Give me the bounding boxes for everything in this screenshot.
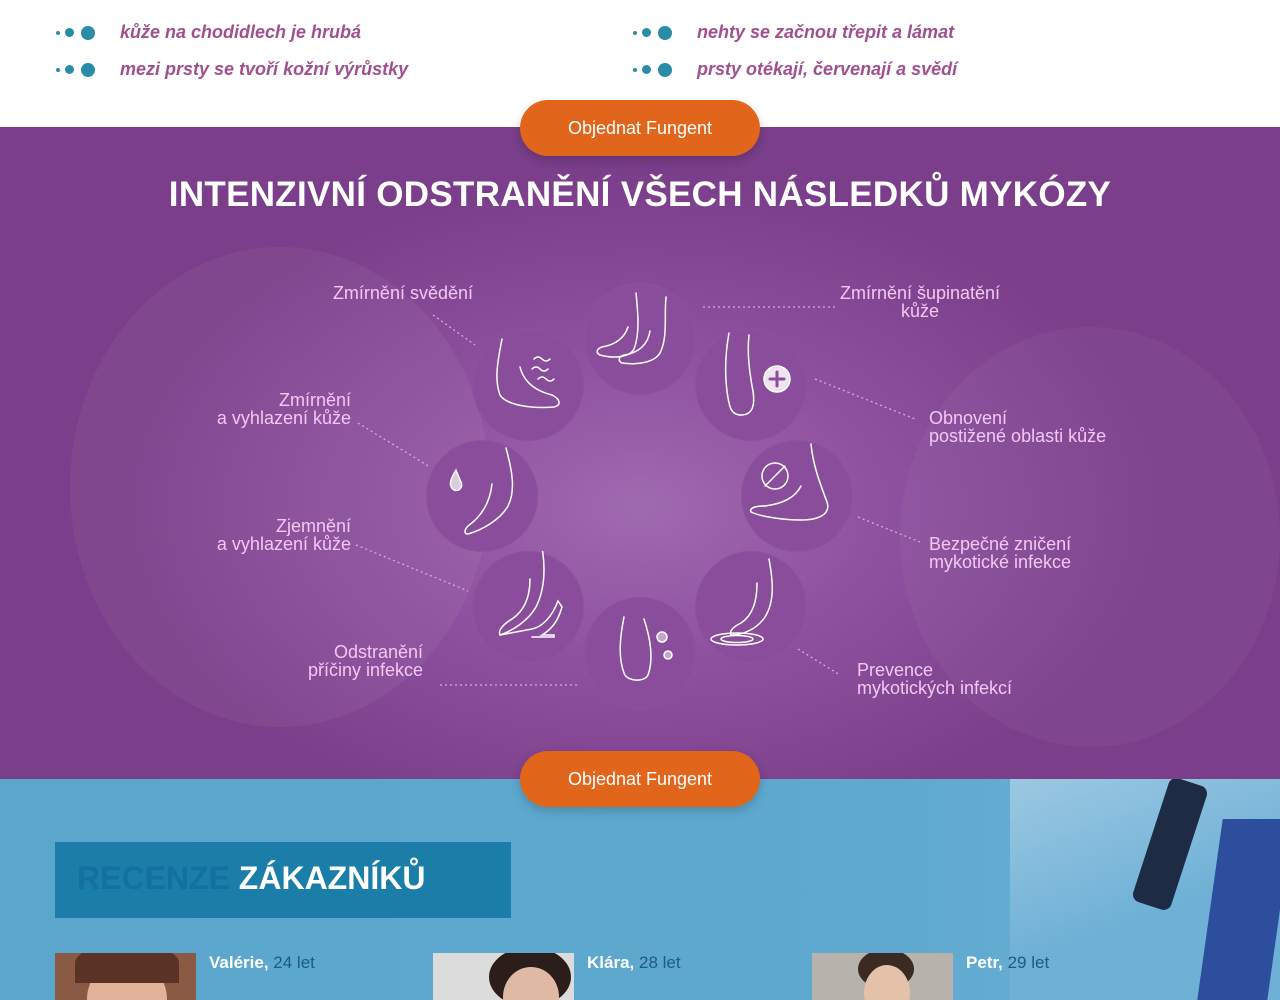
tie-shape xyxy=(1197,819,1280,1000)
benefit-label-restore xyxy=(929,409,1106,445)
order-button-top[interactable]: Objednat Fungent xyxy=(520,100,760,156)
order-button-bottom[interactable]: Objednat Fungent xyxy=(520,751,760,807)
benefit-label-smoothing xyxy=(217,391,351,427)
benefit-label-line: Obnovení xyxy=(929,408,1008,428)
benefit-label-peeling xyxy=(832,284,1008,320)
reviewer-first-name: Klára, xyxy=(587,953,635,972)
benefit-label-line: a vyhlazení kůže xyxy=(216,534,351,554)
drop-foot-icon xyxy=(426,440,538,552)
bullet-dots-icon xyxy=(56,63,120,77)
sole-foot-icon xyxy=(584,597,696,709)
benefits-section xyxy=(0,127,1280,779)
feet-pair-icon xyxy=(584,283,696,395)
benefit-label-line: příčiny infekce xyxy=(307,660,423,680)
splash-foot-icon xyxy=(695,551,807,663)
symptom-text: prsty otékají, červenají a svědí xyxy=(697,59,958,79)
benefit-label-line: Prevence xyxy=(857,660,934,680)
avatar xyxy=(433,953,574,1000)
reviewer-first-name: Valérie, xyxy=(209,953,269,972)
stethoscope-shape xyxy=(1131,779,1209,912)
benefits-heading: INTENZIVNÍ ODSTRANĚNÍ VŠECH NÁSLEDKŮ MYKÓZY xyxy=(168,175,1112,214)
avatar xyxy=(812,953,953,1000)
benefit-label-itching xyxy=(333,284,473,302)
reviewer-age: 28 let xyxy=(638,953,681,972)
benefit-label-line: Zmírnění šupinatění xyxy=(839,283,1001,303)
reviews-title-box xyxy=(55,842,511,918)
symptoms-left-column xyxy=(56,14,408,88)
reviewer-name xyxy=(209,953,315,973)
benefit-label-cause xyxy=(308,643,423,679)
benefit-label-line: Odstranění xyxy=(333,642,423,662)
symptom-item xyxy=(633,14,957,51)
symptom-item xyxy=(56,51,408,88)
symptom-item xyxy=(56,14,408,51)
benefit-label-prevent xyxy=(857,661,1012,697)
reviewer-first-name: Petr, xyxy=(966,953,1003,972)
reviewer-age: 29 let xyxy=(1007,953,1050,972)
reviews-section xyxy=(0,779,1280,1000)
reviewer-name xyxy=(587,953,681,973)
cross-foot-icon xyxy=(695,329,807,441)
symptom-text: kůže na chodidlech je hrubá xyxy=(120,22,362,42)
benefit-label-line: postižené oblasti kůže xyxy=(929,426,1107,446)
bullet-dots-icon xyxy=(633,26,697,40)
benefit-label-line: mykotické infekce xyxy=(929,552,1072,572)
benefit-label-line: kůže xyxy=(900,301,940,321)
reviewer-age: 24 let xyxy=(273,953,315,972)
benefit-label-line: Zmírnění svědění xyxy=(332,283,473,303)
reviews-title-part2: ZÁKAZNÍKŮ xyxy=(238,860,426,896)
symptom-text: mezi prsty se tvoří kožní výrůstky xyxy=(120,59,409,79)
shield-foot-icon xyxy=(741,440,853,552)
high-heel-icon xyxy=(472,551,584,663)
symptom-item xyxy=(633,51,957,88)
reviews-title-part1: RECENZE xyxy=(77,860,230,896)
benefit-label-line: Bezpečné zničení xyxy=(929,534,1072,554)
benefit-label-line: a vyhlazení kůže xyxy=(216,408,351,428)
benefit-label-destroy xyxy=(929,535,1071,571)
symptoms-right-column xyxy=(633,14,957,88)
avatar xyxy=(55,953,196,1000)
symptom-text: nehty se začnou třepit a lámat xyxy=(697,22,955,42)
bullet-dots-icon xyxy=(633,63,697,77)
benefit-label-line: Zmírnění xyxy=(278,390,351,410)
itchy-foot-icon xyxy=(472,329,584,441)
bullet-dots-icon xyxy=(56,26,120,40)
doctor-background-image xyxy=(1007,779,1280,1000)
benefit-label-softening xyxy=(217,517,351,553)
reviewer-name xyxy=(966,953,1049,973)
reviews-title xyxy=(77,860,425,897)
benefit-label-line: Zjemnění xyxy=(275,516,351,536)
benefit-label-line: mykotických infekcí xyxy=(857,678,1013,698)
